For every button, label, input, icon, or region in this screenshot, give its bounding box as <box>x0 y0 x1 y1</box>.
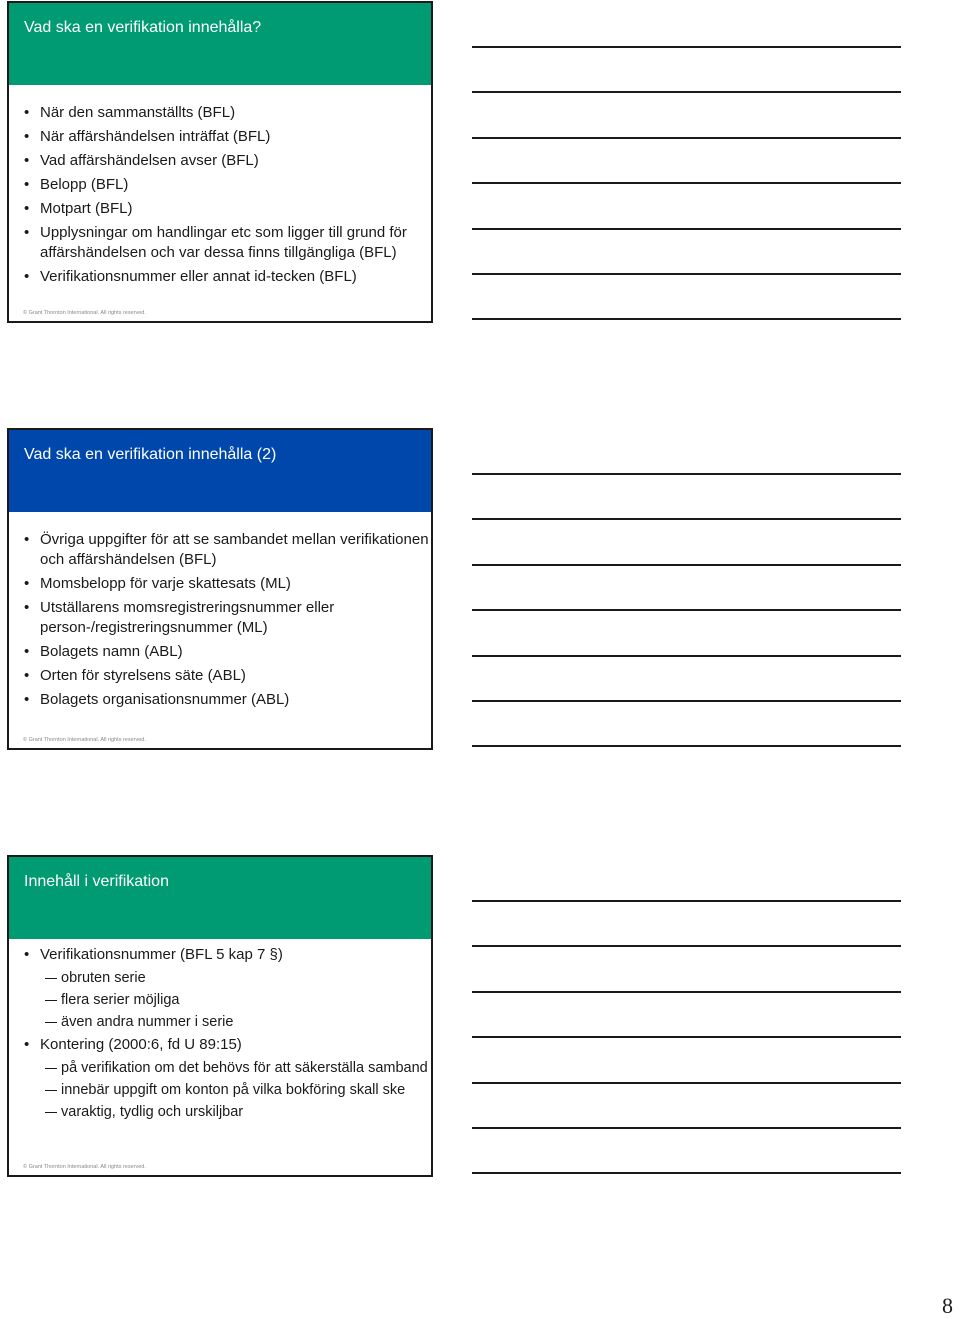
note-line <box>472 700 901 702</box>
bullet-item: • Utställarens momsregistreringsnummer eller person-/registreringsnummer (ML) <box>9 598 431 638</box>
bullet-item: • Orten för styrelsens säte (ABL) <box>9 666 431 686</box>
note-line <box>472 518 901 520</box>
bullet-item: • Motpart (BFL) <box>9 199 431 219</box>
slide-1-bullet-list <box>9 103 431 287</box>
note-line <box>472 1172 901 1174</box>
note-line <box>472 273 901 275</box>
sub-bullet-item: varaktig, tydlig och urskiljbar <box>9 1103 431 1122</box>
bullet-item: • Upplysningar om handlingar etc som ligger till grund för affärshändelsen och var dessa finns tillgängliga (BFL) <box>9 223 431 263</box>
slide-2-title: Vad ska en verifikation innehålla (2) <box>24 446 277 463</box>
note-line <box>472 1082 901 1084</box>
bullet-item: • Momsbelopp för varje skattesats (ML) <box>9 574 431 594</box>
slide-1-header <box>9 3 431 85</box>
sub-bullet-item: flera serier möjliga <box>9 991 431 1010</box>
note-line <box>472 137 901 139</box>
sub-bullet-item: innebär uppgift om konton på vilka bokföring skall ske <box>9 1081 431 1100</box>
slide-2-header <box>9 430 431 512</box>
page-number: 8 <box>942 1293 953 1318</box>
bullet-item: • Verifikationsnummer (BFL 5 kap 7 §) <box>9 945 431 965</box>
note-line <box>472 1036 901 1038</box>
bullet-item: • När affärshändelsen inträffat (BFL) <box>9 127 431 147</box>
note-line <box>472 473 901 475</box>
note-line <box>472 91 901 93</box>
bullet-item: • Kontering (2000:6, fd U 89:15) <box>9 1035 431 1055</box>
slide-1 <box>7 1 433 323</box>
bullet-item: • Bolagets organisationsnummer (ABL) <box>9 690 431 710</box>
bullet-item: • Belopp (BFL) <box>9 175 431 195</box>
note-line <box>472 900 901 902</box>
bullet-item: • Övriga uppgifter för att se sambandet mellan verifikationen och affärshändelsen (BFL) <box>9 530 431 570</box>
sub-bullet-item: på verifikation om det behövs för att säkerställa samband <box>9 1059 431 1078</box>
slide-2-copyright: © Grant Thornton International. All rights reserved. <box>23 737 146 743</box>
slide-3-bullet-list <box>9 945 431 1122</box>
slide-2 <box>7 428 433 750</box>
bullet-item: • När den sammanställts (BFL) <box>9 103 431 123</box>
slide-3-header <box>9 857 431 939</box>
note-line <box>472 655 901 657</box>
sub-bullet-item: även andra nummer i serie <box>9 1013 431 1032</box>
slide-3-title: Innehåll i verifikation <box>24 873 169 890</box>
note-line <box>472 609 901 611</box>
slide-2-bullet-list <box>9 530 431 710</box>
note-line <box>472 318 901 320</box>
note-line <box>472 945 901 947</box>
bullet-item: • Verifikationsnummer eller annat id-tecken (BFL) <box>9 267 431 287</box>
note-line <box>472 182 901 184</box>
note-line <box>472 228 901 230</box>
slide-3-copyright: © Grant Thornton International. All rights reserved. <box>23 1164 146 1170</box>
slide-3 <box>7 855 433 1177</box>
bullet-item: • Bolagets namn (ABL) <box>9 642 431 662</box>
slide-2-body <box>9 512 431 710</box>
slide-3-body <box>9 939 431 1122</box>
slide-1-copyright: © Grant Thornton International. All rights reserved. <box>23 310 146 316</box>
note-line <box>472 991 901 993</box>
sub-bullet-item: obruten serie <box>9 969 431 988</box>
note-line <box>472 564 901 566</box>
note-line <box>472 745 901 747</box>
note-line <box>472 1127 901 1129</box>
slide-1-title: Vad ska en verifikation innehålla? <box>24 19 262 36</box>
bullet-item: • Vad affärshändelsen avser (BFL) <box>9 151 431 171</box>
note-line <box>472 46 901 48</box>
slide-1-body <box>9 85 431 287</box>
